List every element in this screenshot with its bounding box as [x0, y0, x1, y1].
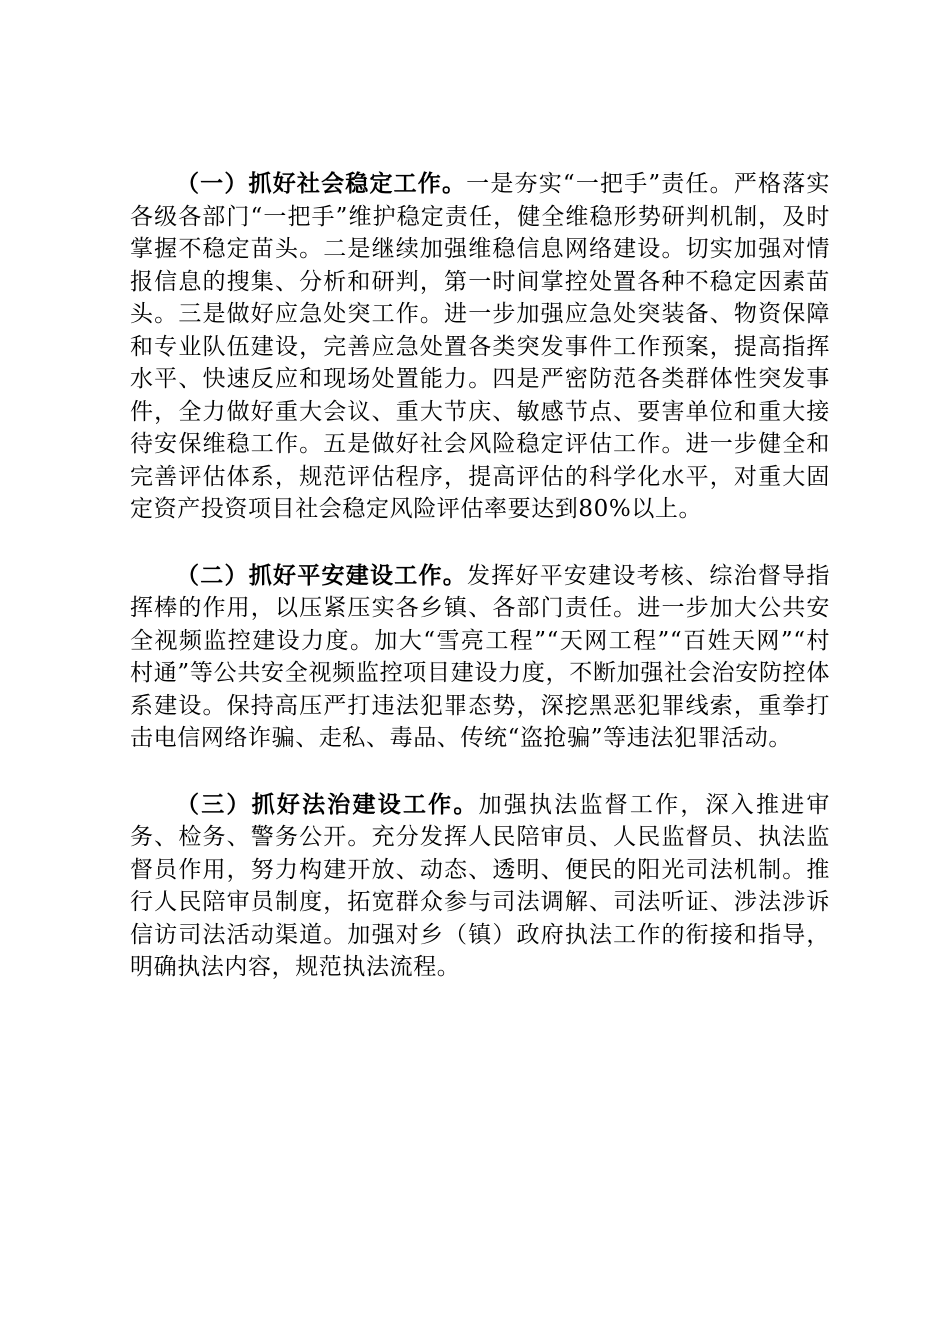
section-heading-1: （一）抓好社会稳定工作。: [176, 171, 467, 197]
section-heading-3: （三）抓好法治建设工作。: [176, 791, 479, 818]
document-body: [130, 168, 830, 1018]
section-paragraph-3: [130, 789, 830, 984]
section-heading-2: （二）抓好平安建设工作。: [176, 562, 467, 589]
section-paragraph-1: [130, 168, 830, 526]
section-body-1: 一是夯实“一把手”责任。严格落实各级各部门“一把手”维护稳定责任，健全维稳形势研判机制，及时掌握不稳定苗头。二是继续加强维稳信息网络建设。切实加强对情报信息的搜集、分析和研判，第一时间掌控处置各种不稳定因素苗头。三是做好应急处突工作。进一步加强应急处突装备、物资保障和专业队伍建设，完善应急处置各类突发事件工作预案，提高指挥水平、快速反应和现场处置能力。四是严密防范各类群体性突发事件，全力做好重大会议、重大节庆、敏感节点、要害单位和重大接待安保维稳工作。五是做好社会风险稳定评估工作。进一步健全和完善评估体系，规范评估程序，提高评估的科学化水平，对重大固定资产投资项目社会稳定风险评估率要达到80%以上。: [130, 171, 830, 522]
section-paragraph-2: [130, 560, 830, 755]
section-body-3: 加强执法监督工作，深入推进审务、检务、警务公开。充分发挥人民陪审员、人民监督员、执法监督员作用，努力构建开放、动态、透明、便民的阳光司法机制。推行人民陪审员制度，拓宽群众参与司法调解、司法听证、涉法涉诉信访司法活动渠道。加强对乡（镇）政府执法工作的衔接和指导，明确执法内容，规范执法流程。: [130, 791, 830, 980]
section-body-2: 发挥好平安建设考核、综治督导指挥棒的作用，以压紧压实各乡镇、各部门责任。进一步加大公共安全视频监控建设力度。加大“雪亮工程”“天网工程”“百姓天网”“村村通”等公共安全视频监控项目建设力度，不断加强社会治安防控体系建设。保持高压严打违法犯罪态势，深挖黑恶犯罪线索，重拳打击电信网络诈骗、走私、毒品、传统“盗抢骗”等违法犯罪活动。: [130, 562, 830, 751]
